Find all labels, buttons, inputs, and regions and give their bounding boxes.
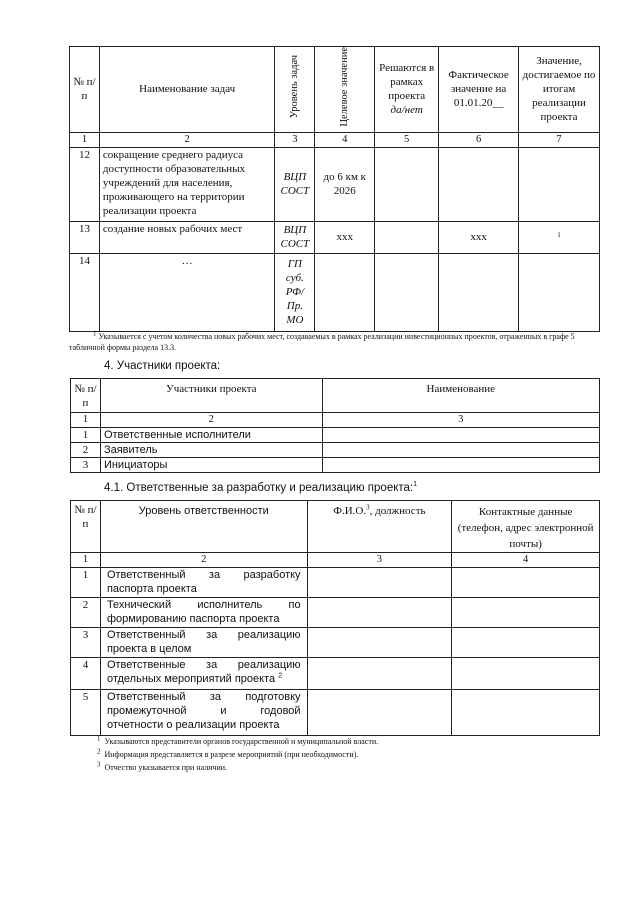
section-4-title: 4. Участники проекта:	[104, 360, 221, 372]
task-level: ГП суб. РФ/ Пр. МО	[275, 253, 315, 331]
responsibility-level	[100, 598, 307, 628]
table-row	[70, 147, 600, 221]
col-number: 3	[322, 413, 599, 428]
contacts-cell	[452, 598, 600, 628]
participant-label: Инициаторы	[100, 458, 322, 473]
footnote-mark: 1	[93, 329, 97, 338]
table-row	[71, 658, 600, 690]
task-resolved	[375, 221, 439, 253]
footnote-text: Информация представляется в разрезе мероприятий (при необходимости).	[104, 750, 359, 759]
col-participant-header: Участники проекта	[100, 379, 322, 413]
col-number: 1	[71, 553, 101, 568]
row-num: 3	[71, 458, 101, 473]
footnote-text: Указываются представители органов государственной и муниципальной власти.	[104, 737, 379, 746]
task-actual	[439, 147, 519, 221]
footnote-item	[97, 762, 597, 773]
responsibility-line: Ответственные за реализацию	[106, 659, 301, 671]
table-row	[71, 568, 600, 598]
row-num: 13	[70, 221, 100, 253]
contacts-cell	[452, 658, 600, 690]
responsibility-line: проекта в целом	[106, 643, 192, 655]
responsibility-level	[100, 568, 307, 598]
section-title-text: 4.1. Ответственные за разработку и реализацию проекта:	[104, 482, 414, 494]
responsibility-line	[107, 672, 301, 686]
tasks-table	[69, 46, 600, 332]
contacts-cell	[452, 628, 600, 658]
task-name: …	[99, 253, 274, 331]
col-level-header: Уровень задач	[275, 47, 315, 133]
contacts-cell	[452, 690, 600, 736]
task-level: ВЦП СОСТ	[275, 147, 315, 221]
fio-label: Ф.И.О.	[333, 505, 367, 517]
task-target	[315, 253, 375, 331]
col-number: 4	[315, 132, 375, 147]
footnote-text: Указывается с учетом количества новых рабочих мест, создаваемых в рамках реализации инвестиционных проектов, отраженных в графе 5 табличной формы раздела 13.3.	[69, 332, 575, 352]
col-number: 4	[452, 553, 600, 568]
task-achieved	[519, 253, 600, 331]
row-num: 14	[70, 253, 100, 331]
col-responsibility-header: Уровень ответственности	[100, 501, 307, 553]
col-num-header: № п/п	[70, 47, 100, 133]
responsibility-line: Технический исполнитель по	[106, 599, 301, 611]
participants-header-row	[71, 379, 600, 413]
row-num: 2	[71, 598, 101, 628]
participants-table	[70, 378, 600, 473]
responsibles-header-row	[71, 501, 600, 553]
responsibility-line: формированию паспорта проекта	[106, 613, 280, 625]
footnote-mark: 1	[97, 734, 101, 743]
fio-cell	[307, 628, 452, 658]
col-contacts-header: Контактные данные (телефон, адрес электронной почты)	[452, 501, 600, 553]
col-task-name-header: Наименование задач	[99, 47, 274, 133]
fio-cell	[307, 690, 452, 736]
col-number: 3	[275, 132, 315, 147]
task-target: до 6 км к 2026	[315, 147, 375, 221]
task-name: создание новых рабочих мест	[99, 221, 274, 253]
row-num: 5	[71, 690, 101, 736]
table-row	[71, 598, 600, 628]
col-number: 3	[307, 553, 452, 568]
footnote-text: Отчество указывается при наличии.	[104, 763, 228, 772]
position-label: , должность	[369, 505, 426, 517]
task-achieved	[519, 147, 600, 221]
col-numbers-row	[71, 553, 600, 568]
task-resolved	[375, 253, 439, 331]
footnote-item	[97, 749, 597, 760]
col-number: 1	[71, 413, 101, 428]
responsibility-line: промежуточной и годовой	[106, 705, 301, 717]
col-number: 1	[70, 132, 100, 147]
col-numbers-row	[71, 413, 600, 428]
row-num: 2	[71, 443, 101, 458]
responsibility-line: Ответственный за реализацию	[106, 629, 301, 641]
task-resolved	[375, 147, 439, 221]
col-number: 7	[519, 132, 600, 147]
row-num: 4	[71, 658, 101, 690]
col-target-header: Целевое значение	[315, 47, 375, 133]
task-achieved-footnote-mark: 1	[519, 221, 600, 253]
footnote-list	[97, 736, 597, 773]
responsibility-line: Ответственный за разработку	[106, 569, 301, 581]
section-4-1-title	[104, 482, 417, 494]
task-target: ххх	[315, 221, 375, 253]
footnote-mark: 2	[278, 672, 283, 680]
participant-name	[322, 428, 599, 443]
col-number: 6	[439, 132, 519, 147]
footnote-item	[97, 736, 597, 747]
responsibility-level	[100, 690, 307, 736]
col-achieved-header: Значение, достигаемое по итогам реализации проекта	[519, 47, 600, 133]
task-name: сокращение среднего радиуса доступности образовательных учреждений для населения, проживающего на территории реализации проекта	[99, 147, 274, 221]
fio-cell	[307, 568, 452, 598]
task-actual	[439, 253, 519, 331]
row-num: 1	[71, 568, 101, 598]
footnote-jobs	[69, 331, 602, 353]
participant-name	[322, 443, 599, 458]
responsibility-line: отчетности о реализации проекта	[106, 719, 280, 731]
table-row	[71, 690, 600, 736]
responsibility-line: Ответственный за подготовку	[106, 691, 301, 703]
participant-label: Заявитель	[100, 443, 322, 458]
responsibles-table	[70, 500, 600, 736]
responsibility-line: паспорта проекта	[106, 583, 197, 595]
col-resolved-header: Решаются в рамках проекта да/нет	[375, 47, 439, 133]
col-fio-header	[307, 501, 452, 553]
col-numbers-row	[70, 132, 600, 147]
col-number: 2	[99, 132, 274, 147]
task-actual: ххх	[439, 221, 519, 253]
table-row	[71, 428, 600, 443]
participant-name	[322, 458, 599, 473]
col-number: 2	[100, 413, 322, 428]
row-num: 12	[70, 147, 100, 221]
footnote-mark: 1	[413, 481, 418, 489]
footnote-mark: 2	[97, 747, 101, 756]
col-num-header: № п/п	[71, 379, 101, 413]
responsibility-level	[100, 628, 307, 658]
table-row	[70, 253, 600, 331]
fio-cell	[307, 658, 452, 690]
task-level: ВЦП СОСТ	[275, 221, 315, 253]
table-row	[71, 443, 600, 458]
tasks-header-row	[70, 47, 600, 133]
responsibility-level	[100, 658, 307, 690]
row-num: 1	[71, 428, 101, 443]
participant-label: Ответственные исполнители	[100, 428, 322, 443]
table-row	[70, 221, 600, 253]
row-num: 3	[71, 628, 101, 658]
table-row	[71, 628, 600, 658]
table-row	[71, 458, 600, 473]
col-num-header: № п/п	[71, 501, 101, 553]
col-number: 5	[375, 132, 439, 147]
col-actual-header: Фактическое значение на 01.01.20__	[439, 47, 519, 133]
fio-cell	[307, 598, 452, 628]
contacts-cell	[452, 568, 600, 598]
footnote-mark: 3	[97, 760, 101, 769]
responsibility-line-text: отдельных мероприятий проекта	[106, 673, 276, 685]
col-number: 2	[100, 553, 307, 568]
col-name-header: Наименование	[322, 379, 599, 413]
footnote-mark: 3	[366, 503, 370, 512]
